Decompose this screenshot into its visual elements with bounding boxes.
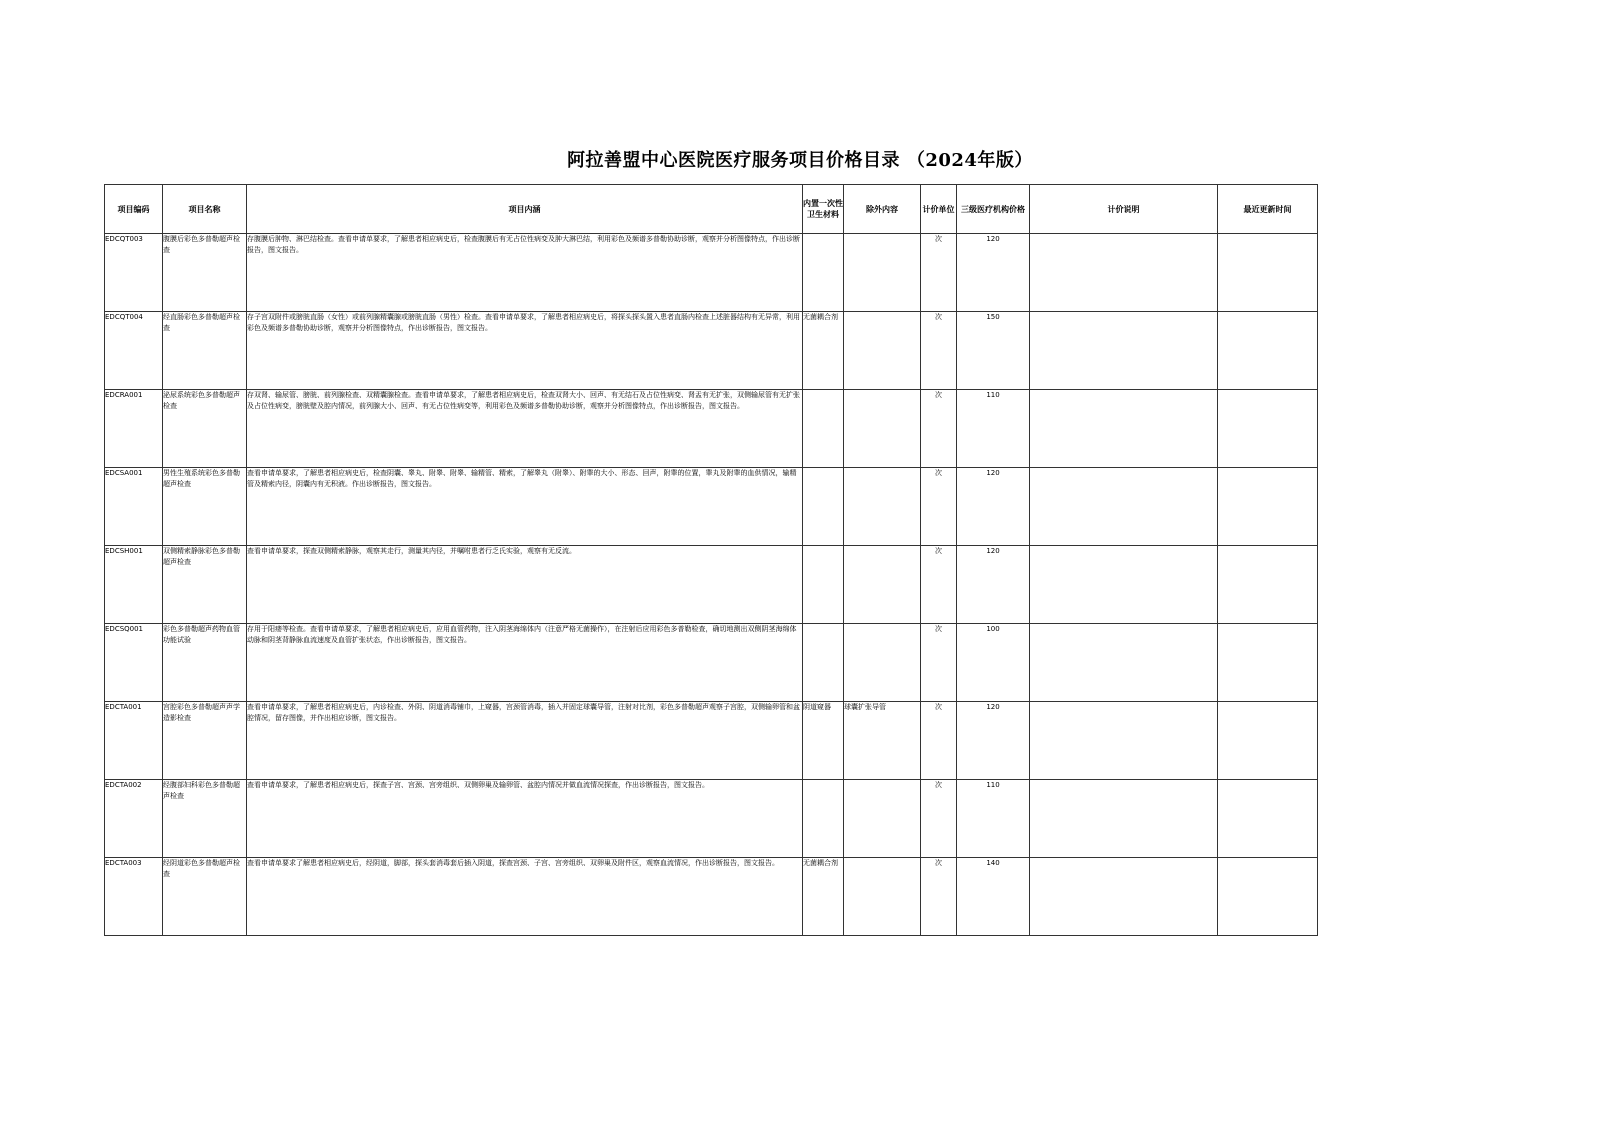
cell-price: 110 [957,780,1030,858]
cell-updated [1218,546,1318,624]
cell-note [1030,312,1218,390]
price-catalog-table [104,184,1318,936]
cell-updated [1218,702,1318,780]
cell-note [1030,702,1218,780]
cell-code: EDCSH001 [105,546,163,624]
cell-unit: 次 [921,312,957,390]
cell-note [1030,780,1218,858]
cell-content: 查看申请单要求，了解患者相应病史后，检查阴囊、睾丸、附睾、附睾、输精管、精索，了解睾丸（附睾）、附睾的大小、形态、回声，附睾的位置，睾丸及附睾的血供情况，输精管及精索内径，阴囊内有无积液。作出诊断报告，图文报告。 [247,468,803,546]
cell-material: 无菌耦合剂 [803,312,844,390]
cell-updated [1218,234,1318,312]
cell-code: EDCSA001 [105,468,163,546]
table-row [105,546,1318,624]
cell-price: 100 [957,624,1030,702]
cell-price: 150 [957,312,1030,390]
cell-content: 存用于阳痿等检查。查看申请单要求，了解患者相应病史后，应用血管药物，注入阴茎海绵体内（注意严格无菌操作），在注射后应用彩色多普勒检查，确切地测出双侧阴茎海绵体动脉和阴茎背静脉血流速度及血管扩张状态，作出诊断报告，图文报告。 [247,624,803,702]
cell-price: 110 [957,390,1030,468]
cell-except [844,312,921,390]
cell-material [803,624,844,702]
cell-price: 120 [957,546,1030,624]
table-header-row [105,185,1318,234]
cell-updated [1218,858,1318,936]
cell-code: EDCRA001 [105,390,163,468]
cell-name: 双侧精索静脉彩色多普勒超声检查 [163,546,247,624]
cell-unit: 次 [921,468,957,546]
cell-note [1030,546,1218,624]
header-except: 除外内容 [844,185,921,234]
cell-content: 查看申请单要求，探查双侧精索静脉，观察其走行，测量其内径，并嘱咐患者行乏氏实验，观察有无反流。 [247,546,803,624]
table-row [105,624,1318,702]
cell-name: 腹膜后彩色多普勒超声检查 [163,234,247,312]
cell-code: EDCSQ001 [105,624,163,702]
cell-content: 存子宫双附件或膀胱直肠（女性）或前列腺精囊腺或膀胱直肠（男性）检查。查看申请单要求，了解患者相应病史后，将探头探头置入患者直肠内检查上述脏器结构有无异常，利用彩色及频谱多普勒协助诊断，观察并分析图像特点，作出诊断报告，图文报告。 [247,312,803,390]
cell-code: EDCTA002 [105,780,163,858]
table-row [105,858,1318,936]
table-row [105,312,1318,390]
cell-code: EDCQT004 [105,312,163,390]
cell-content: 存腹膜后肿物、淋巴结检查。查看申请单要求，了解患者相应病史后，检查腹膜后有无占位性病变及肿大淋巴结，利用彩色及频谱多普勒协助诊断，观察并分析图像特点，作出诊断报告，图文报告。 [247,234,803,312]
cell-except [844,624,921,702]
cell-code: EDCTA001 [105,702,163,780]
cell-name: 宫腔彩色多普勒超声声学造影检查 [163,702,247,780]
cell-except [844,546,921,624]
cell-name: 经腹部妇科彩色多普勒超声检查 [163,780,247,858]
cell-unit: 次 [921,234,957,312]
cell-price: 120 [957,702,1030,780]
cell-name: 经直肠彩色多普勒超声检查 [163,312,247,390]
cell-content: 存双肾、输尿管、膀胱、前列腺检查、双精囊腺检查。查看申请单要求，了解患者相应病史后，检查双肾大小、回声、有无结石及占位性病变、肾盂有无扩张，双侧输尿管有无扩张及占位性病变，膀胱壁及腔内情况，前列腺大小、回声、有无占位性病变等，利用彩色及频谱多普勒协助诊断，观察并分析图像特点，作出诊断报告，图文报告。 [247,390,803,468]
cell-updated [1218,468,1318,546]
cell-except [844,234,921,312]
cell-material: 阴道窥器 [803,702,844,780]
cell-price: 140 [957,858,1030,936]
cell-material: 无菌耦合剂 [803,858,844,936]
header-price: 三级医疗机构价格 [957,185,1030,234]
cell-except [844,780,921,858]
cell-content: 查看申请单要求，了解患者相应病史后，探查子宫、宫颈、宫旁组织、双侧卵巢及输卵管、盆腔内情况并做血流情况探查，作出诊断报告，图文报告。 [247,780,803,858]
cell-content: 查看申请单要求了解患者相应病史后，经阴道，脚部，探头套消毒套后插入阴道，探查宫颈、子宫、宫旁组织、双卵巢及附件区，观察血流情况，作出诊断报告，图文报告。 [247,858,803,936]
cell-note [1030,468,1218,546]
cell-unit: 次 [921,390,957,468]
document-title: 阿拉善盟中心医院医疗服务项目价格目录 （2024年版） [567,150,1033,171]
cell-material [803,468,844,546]
cell-updated [1218,624,1318,702]
cell-material [803,234,844,312]
cell-price: 120 [957,234,1030,312]
cell-except [844,858,921,936]
table-row [105,468,1318,546]
cell-except: 球囊扩张导管 [844,702,921,780]
header-code: 项目编码 [105,185,163,234]
cell-code: EDCTA003 [105,858,163,936]
cell-code: EDCQT003 [105,234,163,312]
header-name: 项目名称 [163,185,247,234]
cell-except [844,468,921,546]
header-content: 项目内涵 [247,185,803,234]
cell-unit: 次 [921,858,957,936]
cell-note [1030,858,1218,936]
cell-note [1030,234,1218,312]
table-row [105,390,1318,468]
table-row [105,780,1318,858]
cell-unit: 次 [921,624,957,702]
header-unit: 计价单位 [921,185,957,234]
cell-material [803,546,844,624]
cell-updated [1218,390,1318,468]
header-updated: 最近更新时间 [1218,185,1318,234]
cell-price: 120 [957,468,1030,546]
cell-name: 经阴道彩色多普勒超声检查 [163,858,247,936]
header-note: 计价说明 [1030,185,1218,234]
cell-content: 查看申请单要求，了解患者相应病史后，内诊检查、外阴、阴道消毒铺巾，上窥器，宫颈管消毒，插入并固定球囊导管，注射对比剂，彩色多普勒超声观察子宫腔，双侧输卵管和盆腔情况，留存图像，并作出相应诊断，图文报告。 [247,702,803,780]
table-row [105,234,1318,312]
table-row [105,702,1318,780]
cell-updated [1218,312,1318,390]
cell-material [803,390,844,468]
cell-note [1030,390,1218,468]
cell-note [1030,624,1218,702]
cell-updated [1218,780,1318,858]
cell-name: 彩色多普勒超声药物血管功能试验 [163,624,247,702]
cell-name: 泌尿系统彩色多普勒超声检查 [163,390,247,468]
header-material: 内置一次性卫生材料 [803,185,844,234]
cell-unit: 次 [921,780,957,858]
cell-name: 男性生殖系统彩色多普勒超声检查 [163,468,247,546]
cell-unit: 次 [921,546,957,624]
cell-except [844,390,921,468]
cell-unit: 次 [921,702,957,780]
cell-material [803,780,844,858]
